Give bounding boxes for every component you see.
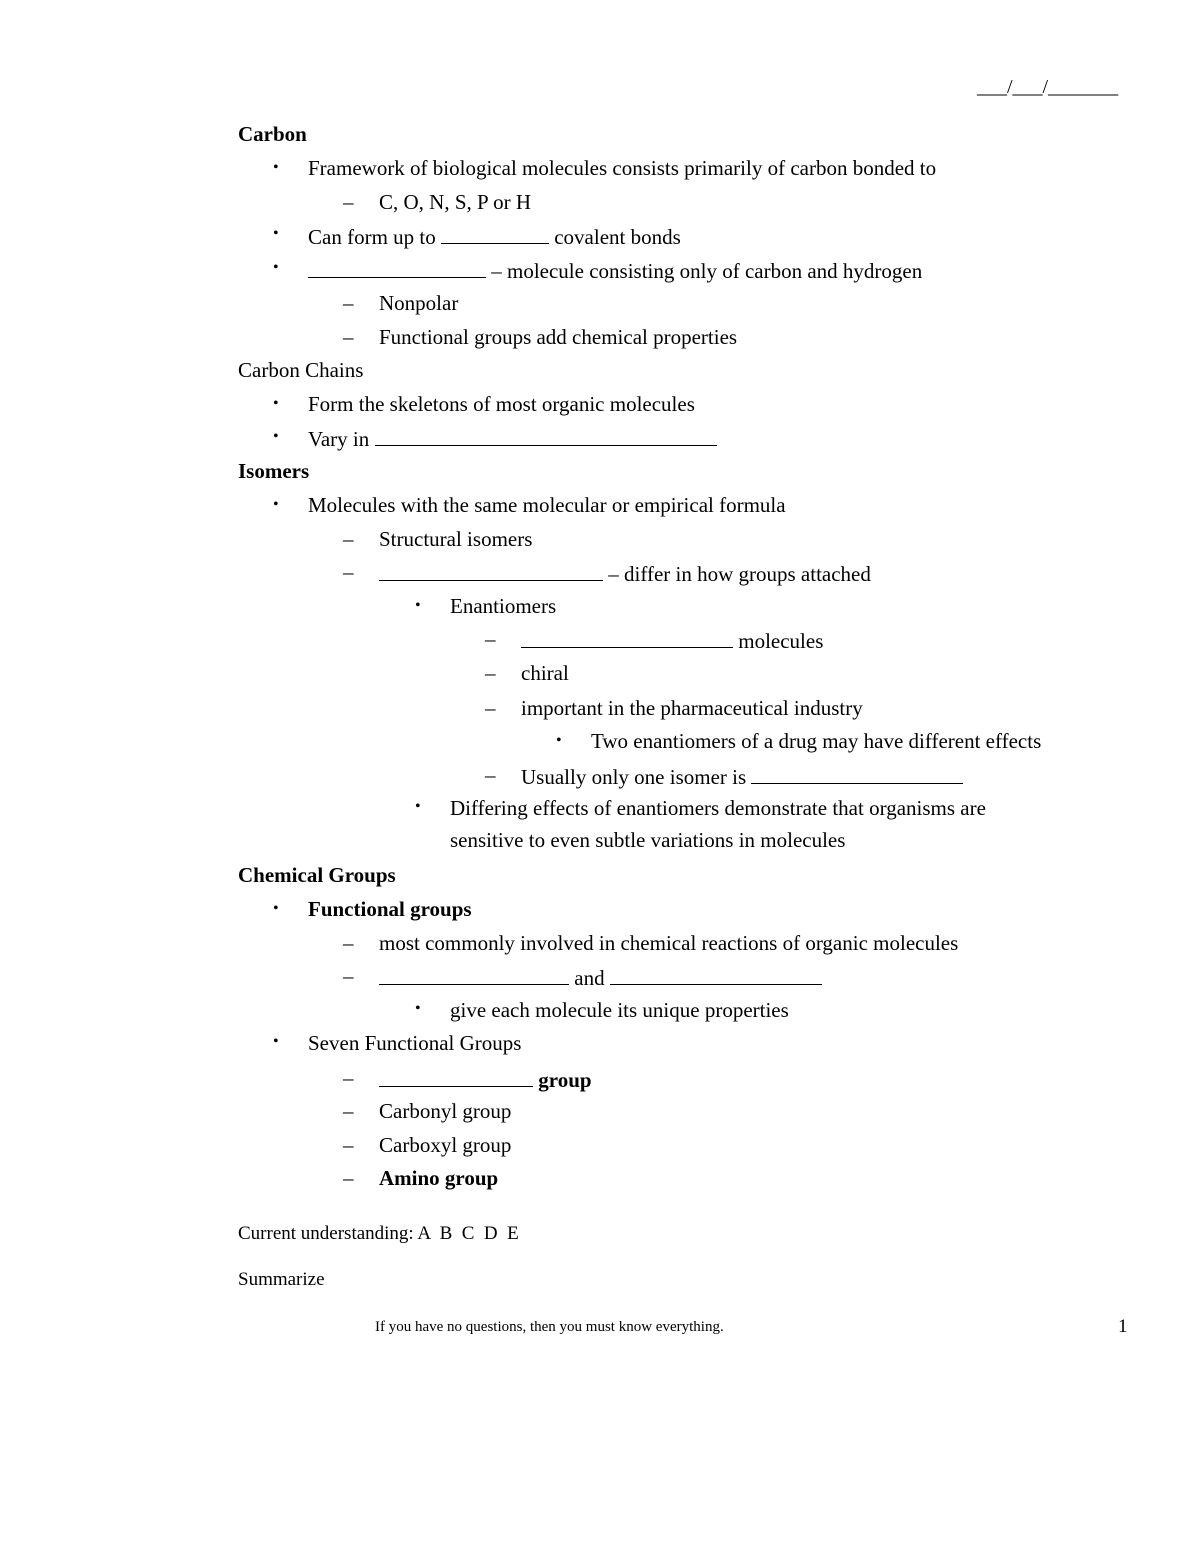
page-number: 1 xyxy=(1118,1316,1128,1337)
blank-molecules-field[interactable] xyxy=(521,629,733,648)
dash-marker: – xyxy=(343,560,354,584)
commonly-involved: most commonly involved in chemical reactions of organic molecules xyxy=(379,931,959,955)
chains-vary xyxy=(308,427,717,450)
hydrocarbon-post: – molecule consisting only of carbon and hydrogen xyxy=(491,259,923,283)
seven-functional-groups: Seven Functional Groups xyxy=(308,1031,522,1055)
dash-marker: – xyxy=(485,661,496,685)
bullet-marker: • xyxy=(415,798,421,815)
structural-isomers: Structural isomers xyxy=(379,527,533,551)
carboxyl-group: Carboxyl group xyxy=(379,1133,512,1157)
amino-group: Amino group xyxy=(379,1166,499,1190)
pharmaceutical: important in the pharmaceutical industry xyxy=(521,696,863,720)
bullet-marker: • xyxy=(273,428,279,445)
bullet-marker: • xyxy=(273,496,279,513)
dash-marker: – xyxy=(485,763,496,787)
carbon-elements: C, O, N, S, P or H xyxy=(379,190,532,214)
dash-marker: – xyxy=(343,1166,354,1190)
blank-first-field[interactable] xyxy=(379,966,569,985)
enantiomer-molecules-post: molecules xyxy=(738,629,824,653)
summarize-label: Summarize xyxy=(238,1269,325,1290)
bullet-marker: • xyxy=(415,1000,421,1017)
dash-marker: – xyxy=(485,627,496,651)
dash-marker: – xyxy=(343,190,354,214)
dash-marker: – xyxy=(343,1099,354,1123)
blank-vary-field[interactable] xyxy=(375,427,717,446)
differing-effects-line1: Differing effects of enantiomers demonstrate that organisms are xyxy=(450,796,986,820)
carbon-bonds-pre: Can form up to xyxy=(308,225,436,249)
hydrocarbon-definition xyxy=(308,259,922,282)
isomer-type xyxy=(379,562,871,585)
drug-effects: Two enantiomers of a drug may have different effects xyxy=(591,729,1042,753)
functional-groups-note: Functional groups add chemical properties xyxy=(379,325,738,349)
blank-hydrocarbon-field[interactable] xyxy=(308,259,486,278)
blank-bonds-field[interactable] xyxy=(441,225,549,244)
heading-carbon-chains: Carbon Chains xyxy=(238,358,364,382)
bullet-marker: • xyxy=(273,159,279,176)
bullet-marker: • xyxy=(273,900,279,917)
one-isomer xyxy=(521,765,963,788)
footer-quote: If you have no questions, then you must know everything. xyxy=(375,1319,724,1335)
chiral: chiral xyxy=(521,661,569,685)
dash-marker: – xyxy=(343,325,354,349)
isomers-definition: Molecules with the same molecular or empirical formula xyxy=(308,493,786,517)
group-blank xyxy=(379,1068,592,1091)
carbon-bonds-post: covalent bonds xyxy=(554,225,681,249)
bullet-marker: • xyxy=(556,732,562,749)
carbonyl-group: Carbonyl group xyxy=(379,1099,512,1123)
dash-marker: – xyxy=(343,1133,354,1157)
bullet-marker: • xyxy=(273,1033,279,1050)
chains-vary-pre: Vary in xyxy=(308,427,370,451)
heading-carbon: Carbon xyxy=(238,122,307,146)
heading-chemical-groups: Chemical Groups xyxy=(238,863,396,887)
chains-skeletons: Form the skeletons of most organic molecules xyxy=(308,392,695,416)
enantiomer-molecules xyxy=(521,629,823,652)
groups-blanks xyxy=(379,966,822,989)
dash-marker: – xyxy=(343,964,354,988)
one-isomer-pre: Usually only one isomer is xyxy=(521,765,747,789)
current-understanding: Current understanding: A B C D E xyxy=(238,1223,519,1244)
blank-active-field[interactable] xyxy=(751,765,963,784)
dash-marker: – xyxy=(485,696,496,720)
carbon-framework: Framework of biological molecules consists primarily of carbon bonded to xyxy=(308,156,937,180)
bullet-marker: • xyxy=(273,225,279,242)
dash-marker: – xyxy=(343,291,354,315)
bullet-marker: • xyxy=(273,395,279,412)
groups-and: and xyxy=(574,966,605,990)
dash-marker: – xyxy=(343,527,354,551)
bullet-marker: • xyxy=(273,259,279,276)
functional-groups: Functional groups xyxy=(308,897,472,921)
date-line: ___/___/_______ xyxy=(977,76,1119,98)
carbon-bonds xyxy=(308,225,681,248)
heading-isomers: Isomers xyxy=(238,459,310,483)
enantiomers: Enantiomers xyxy=(450,594,557,618)
unique-properties: give each molecule its unique properties xyxy=(450,998,789,1022)
group-blank-post: group xyxy=(538,1068,592,1092)
blank-second-field[interactable] xyxy=(610,966,822,985)
differing-effects-line2: sensitive to even subtle variations in molecules xyxy=(450,828,846,852)
bullet-marker: • xyxy=(415,597,421,614)
blank-group-field[interactable] xyxy=(379,1068,533,1087)
isomer-type-post: – differ in how groups attached xyxy=(608,562,871,586)
blank-isomer-type-field[interactable] xyxy=(379,562,603,581)
dash-marker: – xyxy=(343,1066,354,1090)
dash-marker: – xyxy=(343,931,354,955)
nonpolar: Nonpolar xyxy=(379,291,459,315)
